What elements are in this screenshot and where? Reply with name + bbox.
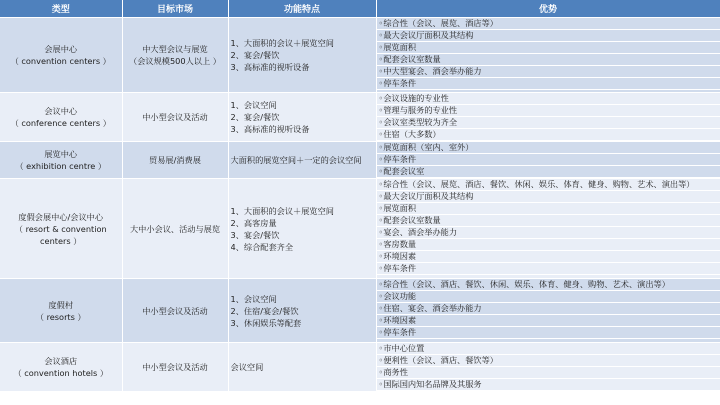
market-text: 中大型会议与展览 bbox=[142, 44, 208, 54]
advantage-item: ◦配套会议室数量 bbox=[377, 54, 720, 66]
type-label: 会展中心 bbox=[44, 44, 78, 54]
feature-item: 1、会议空间 bbox=[230, 100, 277, 110]
market-cell bbox=[122, 18, 228, 93]
market-cell bbox=[122, 343, 228, 392]
advantages-cell bbox=[376, 179, 720, 279]
feature-item: 2、宴会/餐饮 bbox=[230, 112, 280, 122]
type-label: 度假会展中心/会议中心 bbox=[18, 211, 104, 222]
type-label: 会议酒店 bbox=[44, 356, 78, 366]
advantage-item: ◦管理与服务的专业性 bbox=[377, 105, 720, 117]
header-advantages: 优势 bbox=[376, 0, 720, 18]
feature-item: 4、综合配套齐全 bbox=[230, 241, 294, 252]
advantage-item: ◦停车条件 bbox=[377, 154, 720, 166]
feature-item: 3、休闲娱乐等配套 bbox=[230, 317, 302, 328]
advantages-cell bbox=[376, 18, 720, 93]
header-target-market: 目标市场 bbox=[122, 0, 228, 18]
table-row bbox=[0, 279, 720, 343]
advantage-item: ◦展览面积（室内、室外） bbox=[377, 142, 720, 154]
advantage-item: ◦环境因素 bbox=[377, 251, 720, 263]
table-row bbox=[0, 18, 720, 93]
type-label: 展览中心 bbox=[44, 149, 78, 159]
feature-item: 2、宴会/餐饮 bbox=[230, 50, 280, 60]
type-english: （ resorts ） bbox=[35, 311, 86, 322]
advantage-item: ◦综合性（会议、展览、酒店、餐饮、休闲、娱乐、体育、健身、购物、艺术、演出等） bbox=[377, 179, 720, 191]
type-english: centers ） bbox=[40, 235, 82, 246]
feature-item: 会议空间 bbox=[230, 362, 264, 372]
type-english: （ conference centers ） bbox=[10, 118, 111, 128]
feature-item: 1、大面积的会议＋展览空间 bbox=[230, 38, 334, 48]
advantage-item: ◦综合性（会议、酒店、餐饮、休闲、娱乐、体育、健身、购物、艺术、演出等） bbox=[377, 279, 720, 291]
features-cell bbox=[228, 142, 376, 179]
type-english: （ exhibition centre ） bbox=[15, 161, 107, 171]
market-text: 中小型会议及活动 bbox=[142, 112, 208, 122]
advantage-item: ◦最大会议厅面积及其结构 bbox=[377, 191, 720, 203]
market-cell bbox=[122, 279, 228, 343]
advantage-item: ◦商务性 bbox=[377, 367, 720, 379]
table-header-row bbox=[0, 0, 720, 18]
advantage-item: ◦环境因素 bbox=[377, 315, 720, 327]
advantage-item: ◦停车条件 bbox=[377, 327, 720, 339]
type-english: （ resort & convention bbox=[14, 223, 107, 234]
table-row bbox=[0, 93, 720, 142]
advantage-item: ◦会议室类型较为齐全 bbox=[377, 117, 720, 129]
market-text: 中小型会议及活动 bbox=[142, 362, 208, 372]
header-type: 类型 bbox=[0, 0, 122, 18]
advantages-cell bbox=[376, 279, 720, 343]
market-text: （会议规模500人以上 ） bbox=[129, 56, 221, 66]
advantage-item: ◦配套会议室 bbox=[377, 166, 720, 178]
market-text: 大中小会议、活动与展览 bbox=[129, 223, 221, 234]
feature-item: 2、住宿/宴会/餐饮 bbox=[230, 305, 299, 316]
market-cell bbox=[122, 179, 228, 279]
table-row bbox=[0, 179, 720, 279]
advantages-cell bbox=[376, 142, 720, 179]
advantage-item: ◦综合性（会议、展览、酒店等） bbox=[377, 18, 720, 30]
features-cell bbox=[228, 18, 376, 93]
advantage-item: ◦展览面积 bbox=[377, 203, 720, 215]
advantage-item: ◦中大型宴会、酒会举办能力 bbox=[377, 66, 720, 78]
type-cell bbox=[0, 279, 122, 343]
feature-item: 3、宴会/餐饮 bbox=[230, 229, 280, 240]
type-cell bbox=[0, 343, 122, 392]
features-cell bbox=[228, 179, 376, 279]
advantage-item: ◦便利性（会议、酒店、餐饮等） bbox=[377, 355, 720, 367]
advantage-item: ◦最大会议厅面积及其结构 bbox=[377, 30, 720, 42]
market-text: 中小型会议及活动 bbox=[142, 305, 208, 316]
advantage-item: ◦会议设施的专业性 bbox=[377, 93, 720, 105]
advantage-item: ◦国际国内知名品牌及其服务 bbox=[377, 379, 720, 391]
advantage-item: ◦配套会议室数量 bbox=[377, 215, 720, 227]
advantages-cell bbox=[376, 343, 720, 392]
advantage-item: ◦会议功能 bbox=[377, 291, 720, 303]
feature-item: 1、大面积的会议＋展览空间 bbox=[230, 205, 334, 216]
advantage-item: ◦住宿（大多数） bbox=[377, 129, 720, 141]
features-cell bbox=[228, 93, 376, 142]
feature-item: 大面积的展览空间＋一定的会议空间 bbox=[230, 155, 362, 165]
features-cell bbox=[228, 279, 376, 343]
type-cell bbox=[0, 18, 122, 93]
market-text: 贸易展/消费展 bbox=[149, 155, 201, 165]
feature-item: 2、高客房量 bbox=[230, 217, 277, 228]
advantage-item: ◦停车条件 bbox=[377, 263, 720, 275]
type-cell bbox=[0, 179, 122, 279]
advantage-item: ◦展览面积 bbox=[377, 42, 720, 54]
advantage-item: ◦住宿、宴会、酒会举办能力 bbox=[377, 303, 720, 315]
feature-item: 1、会议空间 bbox=[230, 293, 277, 304]
advantages-cell bbox=[376, 93, 720, 142]
feature-item: 3、高标准的视听设备 bbox=[230, 124, 310, 134]
market-cell bbox=[122, 142, 228, 179]
advantage-item: ◦市中心位置 bbox=[377, 343, 720, 355]
features-cell bbox=[228, 343, 376, 392]
advantage-item: ◦停车条件 bbox=[377, 78, 720, 90]
advantage-item: ◦宴会、酒会举办能力 bbox=[377, 227, 720, 239]
advantage-item: ◦客房数量 bbox=[377, 239, 720, 251]
type-english: （ convention centers ） bbox=[10, 56, 111, 66]
type-english: （ convention hotels ） bbox=[13, 368, 109, 378]
market-cell bbox=[122, 93, 228, 142]
type-cell bbox=[0, 142, 122, 179]
header-features: 功能特点 bbox=[228, 0, 376, 18]
table-row bbox=[0, 343, 720, 392]
type-label: 会议中心 bbox=[44, 106, 78, 116]
type-label: 度假村 bbox=[48, 299, 74, 310]
type-cell bbox=[0, 93, 122, 142]
feature-item: 3、高标准的视听设备 bbox=[230, 62, 310, 72]
table-row bbox=[0, 142, 720, 179]
